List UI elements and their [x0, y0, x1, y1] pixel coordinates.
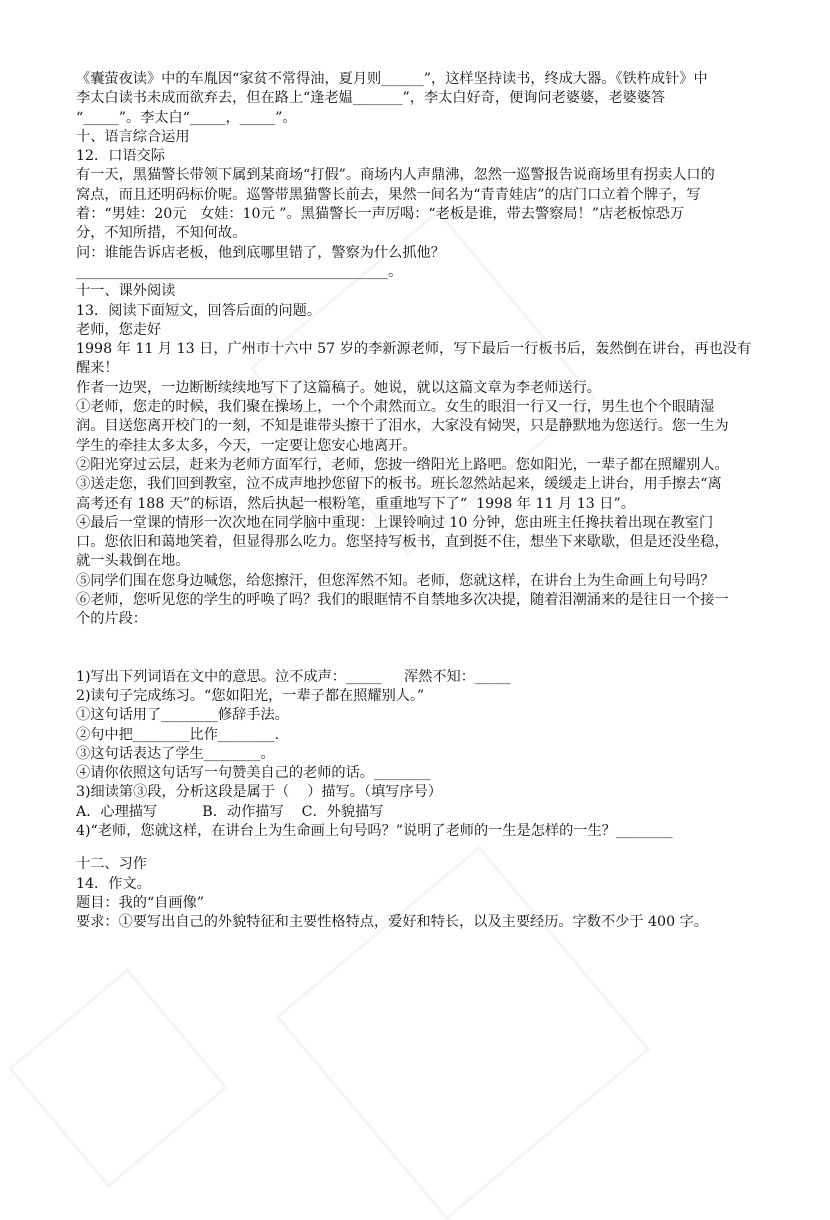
question-line: 问：谁能告诉店老板，他到底哪里错了，警察为什么抓他？ — [76, 244, 445, 261]
text-line: 口。您依旧和蔼地笑着，但显得那么吃力。您坚持写板书，直到挺不住，想坐下来歇歇，但是还没坐稳， — [76, 534, 729, 551]
text-line: ⑤同学们围在您身边喊您，给您擦汗，但您浑然不知。老师，您就这样，在讲台上为生命画上句号吗？ — [76, 572, 715, 589]
question-title: 14．作文。 — [76, 875, 151, 892]
question-line: ①这句话用了________修辞手法。 — [76, 707, 289, 724]
text-line: “_____”。李太白“_____，_____”。 — [76, 109, 297, 126]
text-line: 高考还有 188 天”的标语，然后执起一根粉笔，重重地写下了“ 1998 年 11 月 13 日”。 — [76, 495, 635, 512]
text-line: 《囊萤夜读》中的车胤因“家贫不常得油，夏月则______”，这样坚持读书，终成大器。《铁杵成针》中 — [76, 71, 708, 87]
text-line: ②阳光穿过云层，赶来为老师方面军行，老师，您披一绺阳光上路吧。您如阳光，一辈子都在照耀别人。 — [76, 456, 729, 473]
question-title: 13．阅读下面短文，回答后面的问题。 — [76, 302, 322, 319]
essay-title: 题目：我的“自画像” — [76, 894, 205, 911]
text-line: 1998 年 11 月 13 日，广州市十六中 57 岁的李新源老师，写下最后一行板书后，轰然倒在讲台，再也没有 — [76, 341, 752, 358]
section-heading: 十、语言综合运用 — [76, 128, 190, 145]
text-line: 有一天，黑猫警长带领下属到某商场“打假”。商场内人声鼎沸，忽然一巡警报告说商场里有拐卖人口的 — [76, 167, 715, 184]
text-line: ④最后一堂课的情形一次次地在同学脑中重现：上课铃响过 10 分钟，您由班主任搀扶着出现在教室门 — [76, 514, 714, 531]
question-line: ④请你依照这句话写一句赞美自己的老师的话。________ — [76, 765, 431, 782]
text-line: 着：“男娃：20元 女娃：10元 ”。黑猫警长一声厉喝：“老板是谁，带去警察局！”店老板惊恐万 — [76, 206, 685, 223]
question-line: ③这句话表达了学生________。 — [76, 745, 275, 762]
text-line: 个的片段： — [76, 611, 147, 628]
text-line: ⑥老师，您听见您的学生的呼唤了吗？我们的眼眶情不自禁地多次决提，随着泪潮涌来的是往日一个接一 — [76, 592, 729, 609]
text-line: ①老师，您走的时候，我们聚在操场上，一个个肃然而立。女生的眼泪一行又一行，男生也个个眼睛湿 — [76, 399, 715, 416]
text-line: 学生的牵挂太多太多，今天，一定要让您安心地离开。 — [76, 437, 417, 454]
answer-options: A．心理描写 B．动作描写 C．外貌描写 — [76, 803, 384, 820]
passage-title: 老师，您走好 — [76, 321, 162, 338]
spacer — [76, 841, 766, 855]
document-body — [76, 70, 766, 932]
text-line: 分，不知所措，不知何故。 — [76, 225, 247, 242]
text-line: 就一头栽倒在地。 — [76, 553, 190, 570]
spacer — [76, 630, 766, 668]
question-line: 4)“老师，您就这样，在讲台上为生命画上句号吗？”说明了老师的一生是怎样的一生？________ — [76, 822, 673, 839]
question-line: 2)读句子完成练习。“您如阳光，一辈子都在照耀别人。” — [76, 687, 425, 704]
question-line: 3)细读第③段，分析这段是属于（ ）描写。（填写序号） — [76, 784, 443, 801]
text-line: 作者一边哭，一边断断续续地写下了这篇稿子。她说，就以这篇文章为李老师送行。 — [76, 379, 601, 396]
question-title: 12．口语交际 — [76, 148, 165, 165]
section-heading: 十二、习作 — [76, 856, 147, 873]
text-line: 窝点，而且还明码标价呢。巡警带黑猫警长前去，果然一间名为“青青娃店”的店门口立着个牌子，写 — [76, 186, 701, 203]
text-line: 润。目送您离开校门的一刻，不知是谁带头擦干了泪水，大家没有恸哭，只是静默地为您送行。您一生为 — [76, 418, 729, 435]
text-line: 醒来！ — [76, 360, 119, 377]
section-heading: 十一、课外阅读 — [76, 283, 176, 300]
watermark-shape — [8, 968, 228, 1188]
text-line: ③送走您，我们回到教室，泣不成声地抄您留下的板书。班长忽然站起来，缓缓走上讲台，用手擦去“离 — [76, 476, 722, 493]
essay-requirements: 要求：①要写出自己的外貌特征和主要性格特点，爱好和特长，以及主要经历。字数不少于 400 字。 — [76, 914, 708, 931]
question-line: 1)写出下列词语在文中的意思。泣不成声：_____ 浑然不知：_____ — [76, 668, 511, 685]
question-line: ②句中把________比作________. — [76, 726, 280, 743]
answer-blank: ____________________________________________。 — [76, 263, 403, 280]
text-line: 李太白读书未成而欲弃去，但在路上“逢老媪_______”，李太白好奇，便询问老婆婆，老婆婆答 — [76, 90, 666, 107]
